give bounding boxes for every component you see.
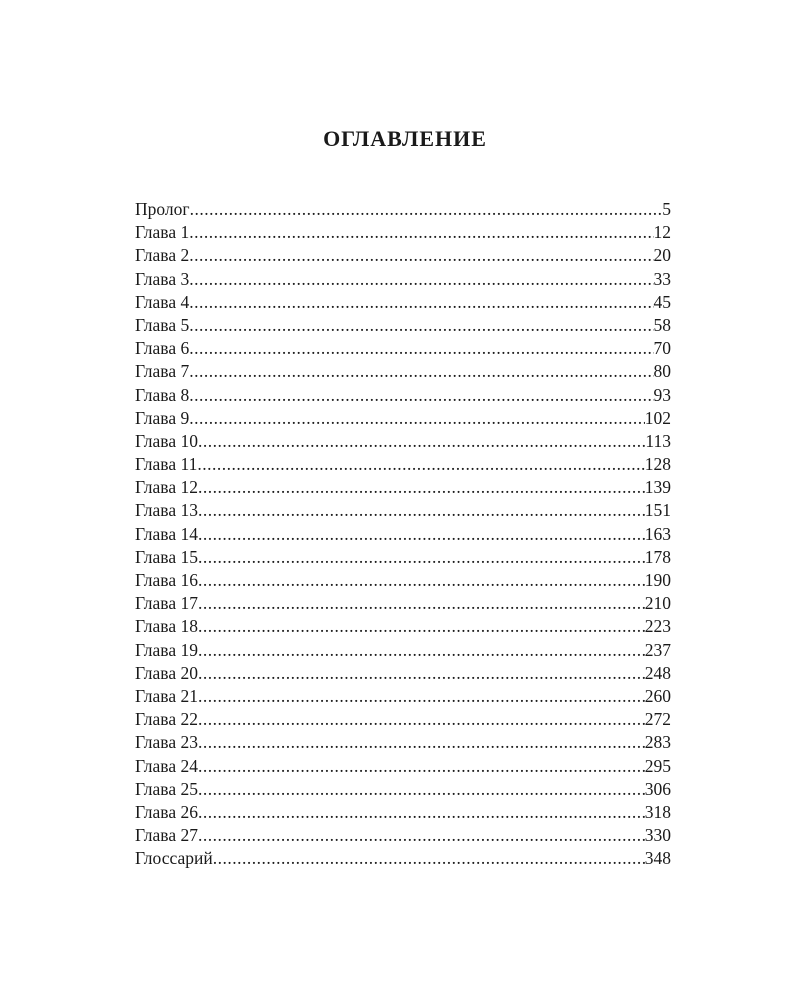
- toc-entry-label: Глава 6: [135, 338, 190, 359]
- toc-entry-label: Глава 12: [135, 477, 198, 498]
- dot-leader: [198, 615, 645, 638]
- page-title: ОГЛАВЛЕНИЕ: [323, 126, 487, 151]
- toc-entry-page-number: 223: [644, 616, 671, 637]
- toc-entry: [135, 337, 671, 360]
- toc-entry-page-number: 5: [662, 199, 671, 219]
- toc-entry-page-number: 93: [653, 384, 671, 405]
- toc-entry-page-number: 318: [644, 801, 671, 822]
- dot-leader: [198, 824, 645, 847]
- toc-entry-page-number: 348: [644, 848, 671, 869]
- toc-entry-label: Глава 21: [135, 685, 198, 706]
- dot-leader: [198, 476, 645, 499]
- toc-entry: [135, 708, 671, 731]
- dot-leader: [198, 430, 645, 453]
- toc-entry: [135, 360, 671, 383]
- toc-entry: [135, 569, 671, 592]
- dot-leader: [198, 662, 645, 685]
- toc-entry-label: Глава 13: [135, 500, 198, 521]
- toc-entry-page-number: 237: [644, 639, 671, 660]
- toc-entry-page-number: 190: [644, 570, 671, 590]
- toc-entry: [135, 384, 671, 407]
- dot-leader: [189, 337, 653, 360]
- dot-leader: [189, 360, 653, 383]
- toc-entry: [135, 314, 671, 337]
- toc-entry: [135, 499, 671, 522]
- dot-leader: [189, 221, 653, 244]
- table-of-contents: [135, 198, 671, 870]
- toc-entry-label: Глава 26: [135, 801, 198, 822]
- dot-leader: [198, 778, 645, 801]
- toc-entry-page-number: 306: [644, 778, 671, 799]
- toc-entry: [135, 778, 671, 801]
- toc-entry-label: Глава 20: [135, 662, 198, 683]
- dot-leader: [198, 639, 645, 662]
- toc-entry: [135, 476, 671, 499]
- toc-entry-label: Пролог: [135, 199, 190, 219]
- toc-entry-label: Глава 9: [135, 407, 190, 428]
- toc-entry-page-number: 295: [644, 755, 671, 776]
- dot-leader: [197, 453, 644, 476]
- toc-entry-page-number: 45: [653, 291, 671, 312]
- toc-entry-page-number: 70: [653, 338, 671, 359]
- toc-entry: [135, 824, 671, 847]
- toc-entry-label: Глава 25: [135, 778, 198, 799]
- toc-entry-label: Глава 1: [135, 222, 190, 243]
- dot-leader: [198, 801, 645, 824]
- toc-entry: [135, 268, 671, 291]
- dot-leader: [189, 268, 653, 291]
- dot-leader: [198, 592, 645, 615]
- toc-entry: [135, 592, 671, 615]
- toc-entry-page-number: 151: [644, 500, 671, 521]
- toc-entry: [135, 847, 671, 870]
- toc-entry-label: Глава 19: [135, 639, 198, 660]
- dot-leader: [189, 407, 645, 430]
- toc-entry: [135, 755, 671, 778]
- toc-entry-label: Глава 15: [135, 546, 198, 567]
- toc-entry-label: Глава 18: [135, 616, 198, 637]
- toc-entry-label: Глава 5: [135, 314, 190, 335]
- toc-entry-label: Глава 11: [135, 454, 198, 475]
- toc-entry-label: Глава 10: [135, 430, 198, 451]
- dot-leader: [198, 523, 645, 546]
- toc-entry: [135, 685, 671, 708]
- toc-entry-page-number: 272: [644, 709, 671, 730]
- toc-entry-page-number: 163: [644, 523, 671, 544]
- toc-entry-label: Глава 7: [135, 361, 190, 382]
- dot-leader: [198, 546, 645, 569]
- dot-leader: [198, 755, 645, 778]
- toc-entry-label: Глава 23: [135, 732, 198, 753]
- toc-entry-label: Глава 14: [135, 523, 198, 544]
- dot-leader: [198, 569, 645, 592]
- toc-entry: [135, 639, 671, 662]
- toc-entry-page-number: 102: [644, 407, 671, 428]
- toc-entry-page-number: 283: [644, 732, 671, 753]
- toc-entry: [135, 291, 671, 314]
- toc-entry-label: Глава 27: [135, 825, 198, 846]
- dot-leader: [198, 708, 645, 731]
- dot-leader: [190, 198, 663, 221]
- toc-entry: [135, 546, 671, 569]
- toc-entry-label: Глава 16: [135, 570, 198, 590]
- toc-entry-page-number: 260: [644, 685, 671, 706]
- toc-entry-page-number: 139: [644, 477, 671, 498]
- toc-entry-page-number: 12: [653, 222, 671, 243]
- toc-entry: [135, 244, 671, 267]
- dot-leader: [189, 384, 653, 407]
- toc-entry: [135, 523, 671, 546]
- toc-entry-page-number: 210: [644, 593, 671, 614]
- toc-entry-label: Глава 24: [135, 755, 198, 776]
- dot-leader: [213, 847, 645, 870]
- toc-entry-page-number: 20: [653, 245, 671, 266]
- toc-entry-page-number: 33: [653, 268, 671, 289]
- dot-leader: [189, 291, 653, 314]
- dot-leader: [198, 731, 645, 754]
- toc-entry-page-number: 113: [645, 430, 671, 451]
- toc-entry-page-number: 58: [653, 314, 671, 335]
- toc-entry: [135, 801, 671, 824]
- toc-entry-page-number: 330: [644, 825, 671, 846]
- toc-entry-label: Глава 2: [135, 245, 190, 266]
- toc-entry: [135, 221, 671, 244]
- toc-entry-label: Глава 22: [135, 709, 198, 730]
- dot-leader: [198, 499, 645, 522]
- toc-entry-label: Глава 8: [135, 384, 190, 405]
- toc-entry-label: Глава 4: [135, 291, 190, 312]
- toc-entry: [135, 430, 671, 453]
- toc-entry-page-number: 80: [653, 361, 671, 382]
- dot-leader: [198, 685, 645, 708]
- toc-entry: [135, 731, 671, 754]
- toc-entry-label: Глава 3: [135, 268, 190, 289]
- toc-entry-label: Глава 17: [135, 593, 198, 614]
- dot-leader: [189, 314, 653, 337]
- toc-entry: [135, 662, 671, 685]
- toc-entry: [135, 198, 671, 221]
- toc-entry-page-number: 128: [644, 454, 671, 475]
- toc-entry-page-number: 248: [644, 662, 671, 683]
- toc-entry-label: Глоссарий: [135, 848, 213, 869]
- toc-entry: [135, 407, 671, 430]
- toc-entry: [135, 453, 671, 476]
- dot-leader: [189, 244, 653, 267]
- toc-entry-page-number: 178: [644, 546, 671, 567]
- toc-entry: [135, 615, 671, 638]
